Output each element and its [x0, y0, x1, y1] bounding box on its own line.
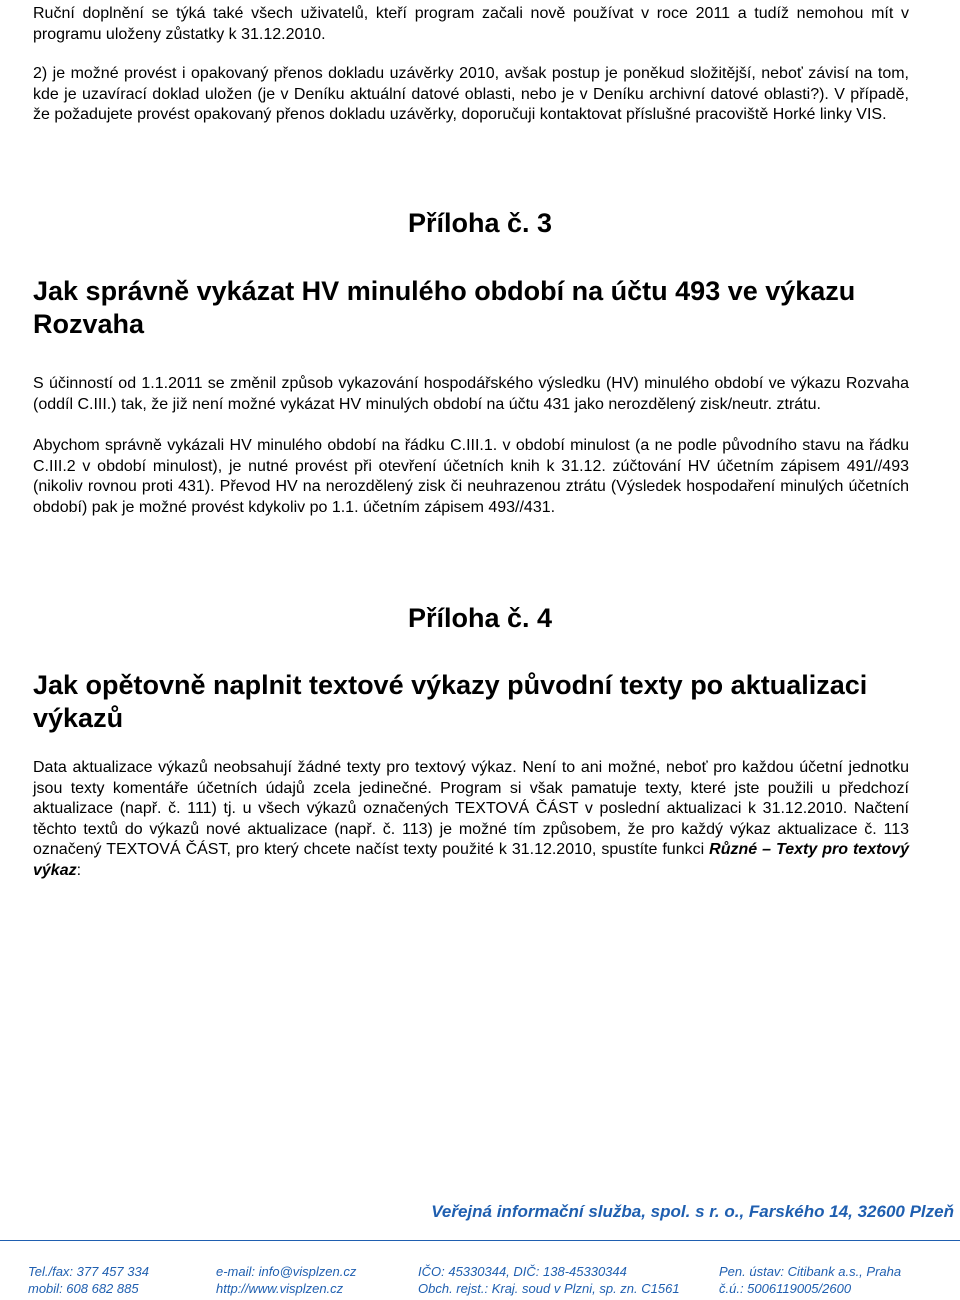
- paragraph-text-reports-body: Data aktualizace výkazů neobsahují žádné texty pro textový výkaz. Není to ani možné, neboť pro každou účetní jednotku jsou texty komentáře účetních údajů zcela jedinečné. Program si však pamatuje texty, které jste použili u předchozí aktualizace (např. č. 111) tj. u všech výkazů označených TEXTOVÁ ČÁST v poslední aktualizaci k 31.12.2010. Načtení těchto textů do výkazů nové aktualizace (např. č. 113) je možné tím způsobem, že pro každý výkaz aktualizace č. 113 označený TEXTOVÁ ČÁST, pro který chcete načíst texty použité k 31.12.2010, spustíte funkci: [33, 759, 909, 858]
- paragraph-text-reports-end: :: [76, 861, 82, 879]
- paragraph-manual-entry: Ruční doplnění se týká také všech uživatelů, kteří program začali nově používat v roce 2011 a tudíž nemohou mít v programu uloženy zůstatky k 31.12.2010.: [33, 5, 909, 43]
- paragraph-hv-procedure: Abychom správně vykázali HV minulého období na řádku C.III.1. v období minulost (a ne podle původního stavu na řádku C.III.2 v období minulost), je nutné provést při otevření účetních knih k 31.12. zúčtování HV účetním zápisem 491//493 (nikoliv rovnou proti 431). Převod HV na nerozdělený zisk či neuhrazenou ztrátu (Výsledek hospodaření minulých účetních období) pak je možné provést kdykoliv po 1.1. účetním zápisem 493//431.: [33, 437, 909, 516]
- footer-ico-dic: IČO: 45330344, DIČ: 138-45330344: [418, 1264, 627, 1279]
- footer-web-link[interactable]: http://www.visplzen.cz: [216, 1281, 344, 1296]
- paragraph-repeat-transfer: 2) je možné provést i opakovaný přenos dokladu uzávěrky 2010, avšak postup je poněkud složitější, neboť závisí na tom, kde je uzavírací doklad uložen (je v Deníku aktuální datové oblasti, nebo je v Deníku archivní datové oblasti?). V případě, že požadujete provést opakovaný přenos dokladu uzávěrky, doporučuji kontaktovat příslušné pracoviště Horké linky VIS.: [33, 65, 909, 123]
- appendix-3-label: Příloha č. 3: [407, 208, 553, 238]
- function-name: Různé – Texty pro textový výkaz: [33, 841, 909, 879]
- footer-mobile: mobil: 608 682 885: [28, 1281, 139, 1296]
- footer-phone: Tel./fax: 377 457 334: [28, 1264, 149, 1279]
- footer-divider: [0, 1240, 960, 1241]
- appendix-4-heading: Jak opětovně naplnit textové výkazy původní texty po aktualizaci výkazů: [33, 670, 868, 733]
- appendix-4-label: Příloha č. 4: [407, 603, 553, 633]
- footer-bank: Pen. ústav: Citibank a.s., Praha: [719, 1264, 902, 1279]
- footer-account: č.ú.: 5006119005/2600: [719, 1281, 852, 1296]
- paragraph-hv-change: S účinností od 1.1.2011 se změnil způsob vykazování hospodářského výsledku (HV) minulého období ve výkazu Rozvaha (oddíl C.III.) tak, že již není možné vykázat HV minulých období na účtu 431 jako nerozdělený zisk/neutr. ztrátu.: [33, 375, 909, 413]
- footer-company: Veřejná informační služba, spol. s r. o., Farského 14, 32600 Plzeň: [431, 1202, 954, 1221]
- paragraph-text-reports: [33, 758, 909, 881]
- appendix-3-heading: Jak správně vykázat HV minulého období na účtu 493 ve výkazu Rozvaha: [33, 276, 856, 339]
- footer-registry: Obch. rejst.: Kraj. soud v Plzni, sp. zn. C1561: [418, 1281, 680, 1296]
- footer-email-link[interactable]: e-mail: info@visplzen.cz: [216, 1264, 357, 1279]
